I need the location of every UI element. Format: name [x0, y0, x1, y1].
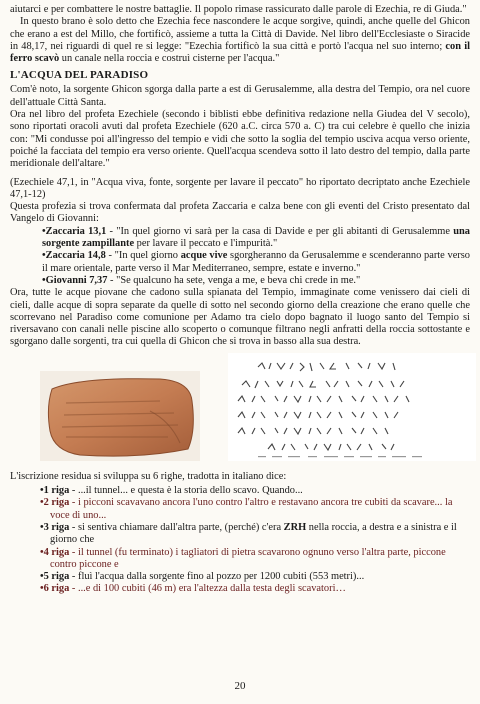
quote-giovanni: •Giovanni 7,37 - "Se qualcuno ha sete, venga a me, e beva chi crede in me.": [42, 274, 361, 286]
paragraph-waters: Ora, tutte le acque piovane che cadono sulla spianata del Tempio, immaginate come venissero dai cieli di cieli, dalle acque di sopra separate da quelle di sotto nel secondo giorno della creazione che erano quelle che scorrevano nel Paradiso come comunione per Adamo tra cielo dopo bagnato il luogo santo del Tempio si riversavano con canali nelle piscine allo scoperto o comunque filtrano negli anfratti della roccia sottostante e sgorgano dalle sorgenti, tra cui quella di Ghicon che si trova in basso alla sua destra.: [10, 287, 470, 348]
quote-zaccaria-13: •Zaccaria 13,1 - "In quel giorno vi sarà per la casa di Davide e per gli abitanti di Gerusalemme una sorgente zampillante per lavare il peccato e l'impurità.": [42, 225, 470, 250]
inscription-line-3: •3 riga - si sentiva chiamare dall'altra parte, (perché) c'era ZRH nella roccia, a destra e a sinistra e il giorno che: [40, 521, 457, 546]
quote-zaccaria-14: •Zaccaria 14,8 - "In quel giorno acque vive sgorgheranno da Gerusalemme e scenderanno parte verso il mare orientale, parte verso il Mar Mediterraneo, sempre, estate e inverno.": [42, 250, 471, 274]
inscription-line-4: •4 riga - il tunnel (fu terminato) i tagliatori di pietra scavarono ognuno verso l'altra parte, piccone contro piccone e: [40, 546, 446, 570]
page-number: 20: [234, 680, 246, 692]
inscription-intro: L'iscrizione residua si sviluppa su 6 righe, tradotta in italiano dice:: [10, 470, 287, 482]
stone-tablet-image: [40, 371, 200, 461]
inscription-line-6: •6 riga - ...e di 100 cubiti (46 m) era l'altezza dalla testa degli scavatori…: [40, 583, 346, 595]
paragraph-intro: aiutarci e per combattere le nostre battaglie. Il popolo rimase rassicurato dalle parole di Ezechia, re di Giuda.": [10, 4, 467, 15]
paragraph-ezechiele: Ora nel libro del profeta Ezechiele (secondo i biblisti ebbe definitiva redazione nella Giudea del V secolo), sono riportati oracoli avuti dal profeta Ezechiele (620 a.C. circa 570 a. C) tra cui celebre è quello che inizia con: "Mi condusse poi all'ingresso del tempio e vidi che sotto la soglia del tempio usciva acqua verso oriente, poiché la facciata del tempio era verso oriente. Quell'acqua scendeva sotto il lato destro del tempio, dalla parte meridionale dell'altare.": [10, 109, 470, 170]
siloam-tablet-photo: [40, 371, 200, 461]
paragraph-reference: (Ezechiele 47,1, in "Acqua viva, fonte, sorgente per lavare il peccato" ho riportato decriptato anche Ezechiele 47,1-12): [10, 176, 470, 200]
paragraph-prophecy: Questa profezia si trova confermata dal profeta Zaccaria e calza bene con gli eventi del Cristo presentato dal Vangelo di Giovanni:: [10, 201, 470, 225]
inscription-drawing: [228, 353, 476, 461]
inscription-line-1: •1 riga - ...il tunnel... e questa è la storia dello scavo. Quando...: [40, 485, 303, 497]
paragraph-ghicon: Com'è noto, la sorgente Ghicon sgorga dalla parte a est di Gerusalemme, alla destra del Tempio, ora nel cuore dell'attuale Città Santa.: [10, 84, 470, 108]
section-heading: L'ACQUA DEL PARADISO: [10, 69, 149, 82]
paragraph-ezechia: In questo brano è solo detto che Ezechia fece nascondere le acque sorgive, quindi, anche quelle del Ghicon che erano a est del Millo, che fortificò, assieme a tutta la Città di Davide. Nel libro dell'Ecclesiaste o Siracide in 48,17, nei riguardi di quel re si legge: "Ezechia fortificò la sua città e portò l'acqua nel suo interno; con il ferro scavò un canale nella roccia e costruì cisterne per l'acqua.": [10, 16, 470, 65]
figures-row: [10, 353, 470, 465]
inscription-line-5: •5 riga - fluì l'acqua dalla sorgente fino al pozzo per 1200 cubiti (553 metri)...: [40, 571, 365, 583]
inscription-line-2: •2 riga - i picconi scavavano ancora l'uno contro l'altro e restavano ancora tre cubiti da scavare... la voce di uno...: [40, 497, 453, 521]
paleo-hebrew-script-image: [228, 353, 476, 461]
inscription-lines: [10, 485, 470, 596]
